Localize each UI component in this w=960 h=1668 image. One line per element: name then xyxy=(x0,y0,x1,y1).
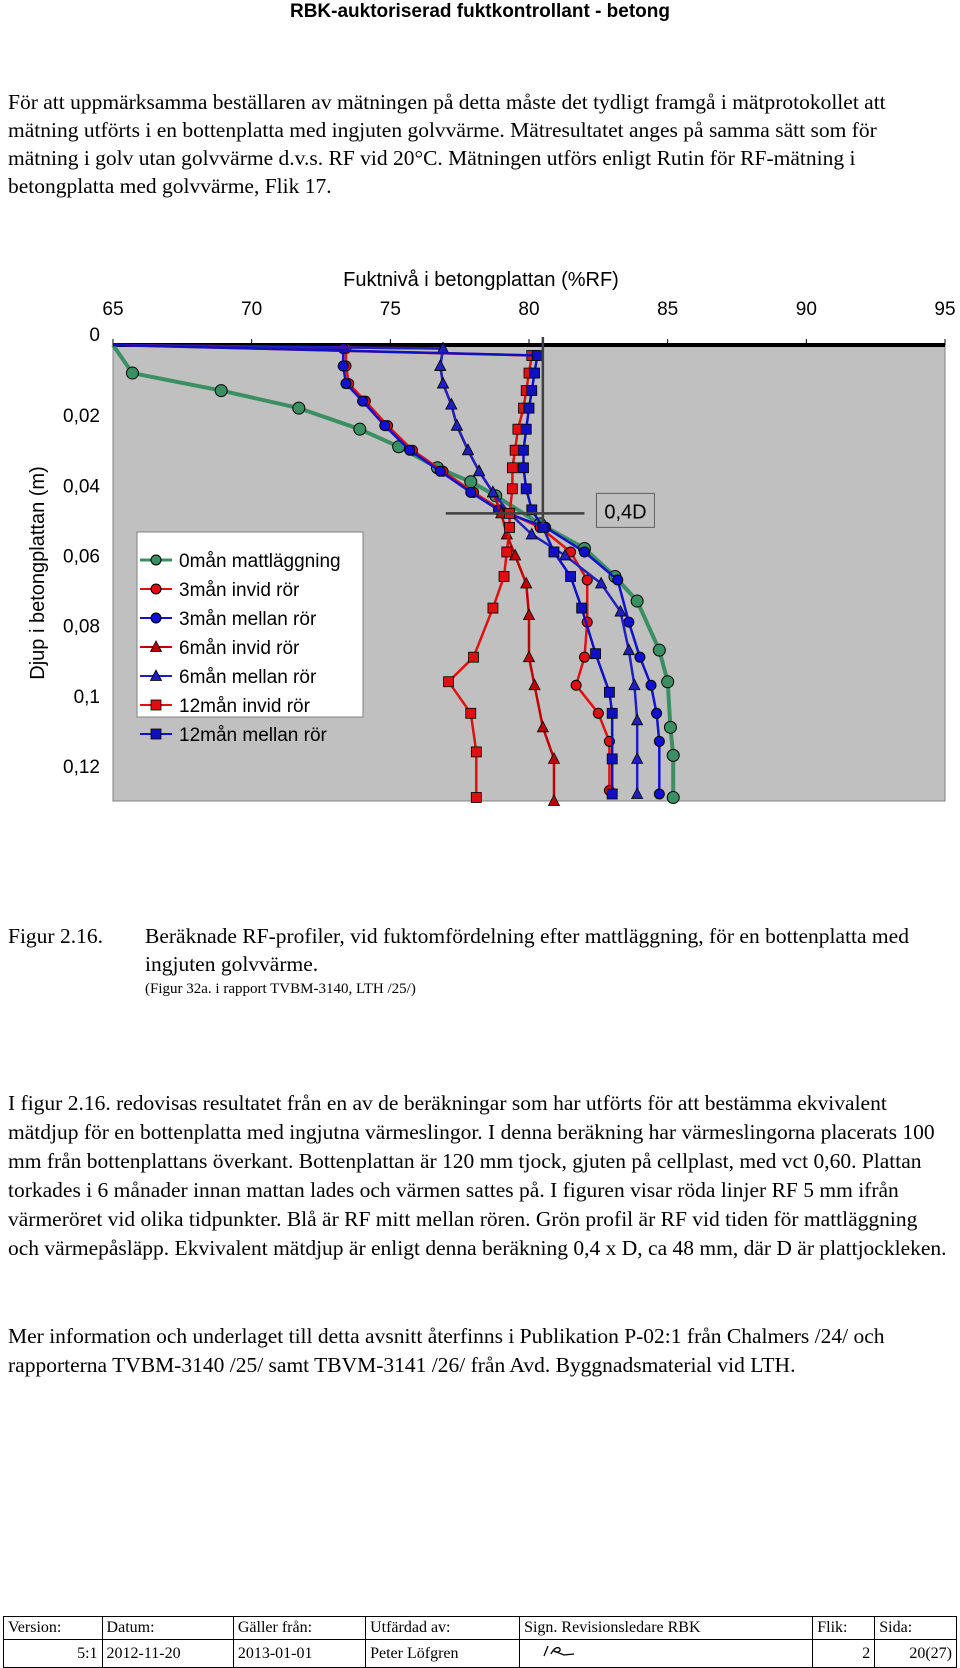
chart-svg xyxy=(0,265,960,855)
legend-entry-1-marker xyxy=(151,584,161,594)
footer-label-page: Sida: xyxy=(875,1617,957,1640)
footer-label-date: Datum: xyxy=(102,1617,233,1640)
series-6-point-7 xyxy=(518,463,528,473)
signature-icon xyxy=(524,1640,594,1660)
series-6-point-3 xyxy=(527,386,537,396)
legend-entry-2-marker xyxy=(151,613,161,623)
series-0-point-1 xyxy=(126,367,138,379)
series-2-point-5 xyxy=(380,421,390,431)
series-2-point-13 xyxy=(624,617,634,627)
series-6-point-4 xyxy=(524,403,534,413)
series-2-point-6 xyxy=(405,445,415,455)
series-5-point-15 xyxy=(444,677,454,687)
series-1-point-15 xyxy=(571,680,581,690)
footer-label-row xyxy=(4,1617,957,1640)
footer-value-tab: 2 xyxy=(813,1640,875,1668)
intro-paragraph: För att uppmärksamma beställaren av mätningen på detta måste det tydligt framgå i mätprotokollet att mätning utförts i en bottenplatta med ingjuten golvvärme. Mätresultatet anges på samma sätt som för mätning i golv utan golvvärme d.v.s. RF vid 20°C. Mätningen utförs enligt Rutin för RF-mätning i betongplatta med golvvärme, Flik 17. xyxy=(8,90,886,198)
footer-value-row xyxy=(4,1640,957,1668)
legend-entry-1-label: 3mån invid rör xyxy=(179,580,300,601)
series-2-point-15 xyxy=(646,680,656,690)
chart-title: Fuktnivå i betongplattan (%RF) xyxy=(343,269,619,291)
footer-label-tab: Flik: xyxy=(813,1617,875,1640)
series-6-point-1 xyxy=(532,351,542,361)
legend-entry-5-marker xyxy=(151,700,161,710)
series-6-point-5 xyxy=(521,424,531,434)
legend-entry-6-label: 12mån mellan rör xyxy=(179,725,327,746)
x-axis-ticks xyxy=(102,299,955,345)
series-0-point-15 xyxy=(664,721,676,733)
y-tick-label-3: 0,06 xyxy=(63,546,100,568)
series-5-point-16 xyxy=(466,708,476,718)
series-2-point-12 xyxy=(613,575,623,585)
series-0-point-2 xyxy=(215,385,227,397)
series-2-point-8 xyxy=(466,487,476,497)
footer-value-page: 20(27) xyxy=(875,1640,957,1668)
figure-source: (Figur 32a. i rapport TVBM-3140, LTH /25/) xyxy=(145,981,416,997)
series-0-point-12 xyxy=(631,595,643,607)
series-6-point-13 xyxy=(577,603,587,613)
rf-profile-chart xyxy=(0,265,960,855)
series-6-point-6 xyxy=(518,445,528,455)
series-0-point-13 xyxy=(653,644,665,656)
x-tick-label-6: 95 xyxy=(934,299,956,320)
series-2-point-2 xyxy=(338,361,348,371)
y-tick-label-5: 0,1 xyxy=(73,686,100,708)
legend-entry-6-marker xyxy=(151,729,161,739)
series-6-point-18 xyxy=(607,789,617,799)
series-0-point-14 xyxy=(662,676,674,688)
figure-caption-text: Beräknade RF-profiler, vid fuktomfördelning efter mattläggning, för en bottenplatta med ingjuten golvvärme. xyxy=(145,924,909,976)
chart-legend xyxy=(137,532,363,746)
legend-entry-3-label: 6mån invid rör xyxy=(179,638,300,659)
series-6-point-16 xyxy=(607,708,617,718)
y-tick-label-0: 0 xyxy=(89,325,100,346)
series-2-point-3 xyxy=(341,379,351,389)
series-2-point-11 xyxy=(579,547,589,557)
footer-label-version: Version: xyxy=(4,1617,103,1640)
legend-entry-0-label: 0mån mattläggning xyxy=(179,551,341,572)
series-2-point-18 xyxy=(654,789,664,799)
footer-value-valid-from: 2013-01-01 xyxy=(233,1640,365,1668)
series-2-point-7 xyxy=(435,466,445,476)
series-6-point-8 xyxy=(521,484,531,494)
x-tick-label-2: 75 xyxy=(379,299,401,320)
footer-value-signature xyxy=(520,1640,813,1668)
series-2-point-17 xyxy=(654,736,664,746)
x-tick-label-5: 90 xyxy=(795,299,817,320)
footer-value-date: 2012-11-20 xyxy=(102,1640,233,1668)
x-tick-label-3: 80 xyxy=(518,299,540,320)
annotation-label: 0,4D xyxy=(604,501,647,524)
document-header: RBK-auktoriserad fuktkontrollant - betong xyxy=(289,1,670,22)
series-6-point-12 xyxy=(566,572,576,582)
series-5-point-12 xyxy=(499,572,509,582)
y-axis-ticks xyxy=(63,325,100,778)
series-5-point-8 xyxy=(507,484,517,494)
series-6-point-14 xyxy=(591,649,601,659)
series-6-point-11 xyxy=(549,547,559,557)
series-0-point-7 xyxy=(465,476,477,488)
series-5-point-11 xyxy=(502,547,512,557)
series-0-point-4 xyxy=(354,423,366,435)
y-tick-label-4: 0,08 xyxy=(63,616,100,638)
footer-value-issued-by: Peter Löfgren xyxy=(366,1640,520,1668)
series-0-point-17 xyxy=(667,791,679,803)
footer-label-issued-by: Utfärdad av: xyxy=(366,1617,520,1640)
footer-label-signature: Sign. Revisionsledare RBK xyxy=(520,1617,813,1640)
series-5-point-18 xyxy=(471,792,481,802)
series-1-point-16 xyxy=(593,708,603,718)
y-tick-label-6: 0,12 xyxy=(63,756,100,778)
series-5-point-10 xyxy=(505,522,515,532)
series-6-point-17 xyxy=(607,754,617,764)
series-6-point-2 xyxy=(530,368,540,378)
series-5-point-7 xyxy=(507,463,517,473)
x-tick-label-4: 85 xyxy=(657,299,679,320)
figure-number: Figur 2.16. xyxy=(8,924,103,948)
footer-table xyxy=(3,1616,957,1668)
series-5-point-17 xyxy=(471,747,481,757)
series-0-point-16 xyxy=(667,749,679,761)
body-paragraph-1: I figur 2.16. redovisas resultatet från en av de beräkningar som har utförts för att bestämma ekvivalent mätdjup för en bottenplatta med ingjutna värmeslingor. I denna beräkning har värmeslingorna placerats 100 mm från bottenplattans överkant. Bottenplattan är 120 mm tjock, gjuten på cellplast, med vct 0,60. Plattan torkades i 6 månader innan mattan lades och värmen sattes på. I figuren visar röda linjer RF 5 mm ifrån värmeröret vid olika tidpunkter. Blå är RF mitt mellan rören. Grön profil är RF vid tiden för mattläggning och värmepåsläpp. Ekvivalent mätdjup är enligt denna beräkning 0,4 x D, ca 48 mm, där D är plattjockleken. xyxy=(8,1091,947,1260)
series-2-point-16 xyxy=(652,708,662,718)
series-2-point-4 xyxy=(358,396,368,406)
body-paragraph-2: Mer information och underlaget till detta avsnitt återfinns i Publikation P-02:1 från Chalmers /24/ och rapporterna TVBM-3140 /25/ samt TBVM-3141 /26/ från Avd. Byggnadsmaterial vid LTH. xyxy=(8,1324,885,1377)
series-2-point-14 xyxy=(635,652,645,662)
footer-label-valid-from: Gäller från: xyxy=(233,1617,365,1640)
x-tick-label-1: 70 xyxy=(241,299,263,320)
footer-value-version: 5:1 xyxy=(4,1640,103,1668)
legend-entry-5-label: 12mån invid rör xyxy=(179,696,310,717)
y-axis-label: Djup i betongplattan (m) xyxy=(27,466,49,680)
series-1-point-14 xyxy=(579,652,589,662)
x-tick-label-0: 65 xyxy=(102,299,124,320)
series-6-point-15 xyxy=(604,687,614,697)
legend-entry-0-marker xyxy=(151,555,161,565)
y-tick-label-1: 0,02 xyxy=(63,406,100,428)
series-6-point-10 xyxy=(538,522,548,532)
series-5-point-13 xyxy=(488,603,498,613)
legend-entry-2-label: 3mån mellan rör xyxy=(179,609,317,630)
series-0-point-3 xyxy=(293,402,305,414)
y-tick-label-2: 0,04 xyxy=(63,476,100,498)
series-5-point-14 xyxy=(469,652,479,662)
legend-entry-4-label: 6mån mellan rör xyxy=(179,667,317,688)
